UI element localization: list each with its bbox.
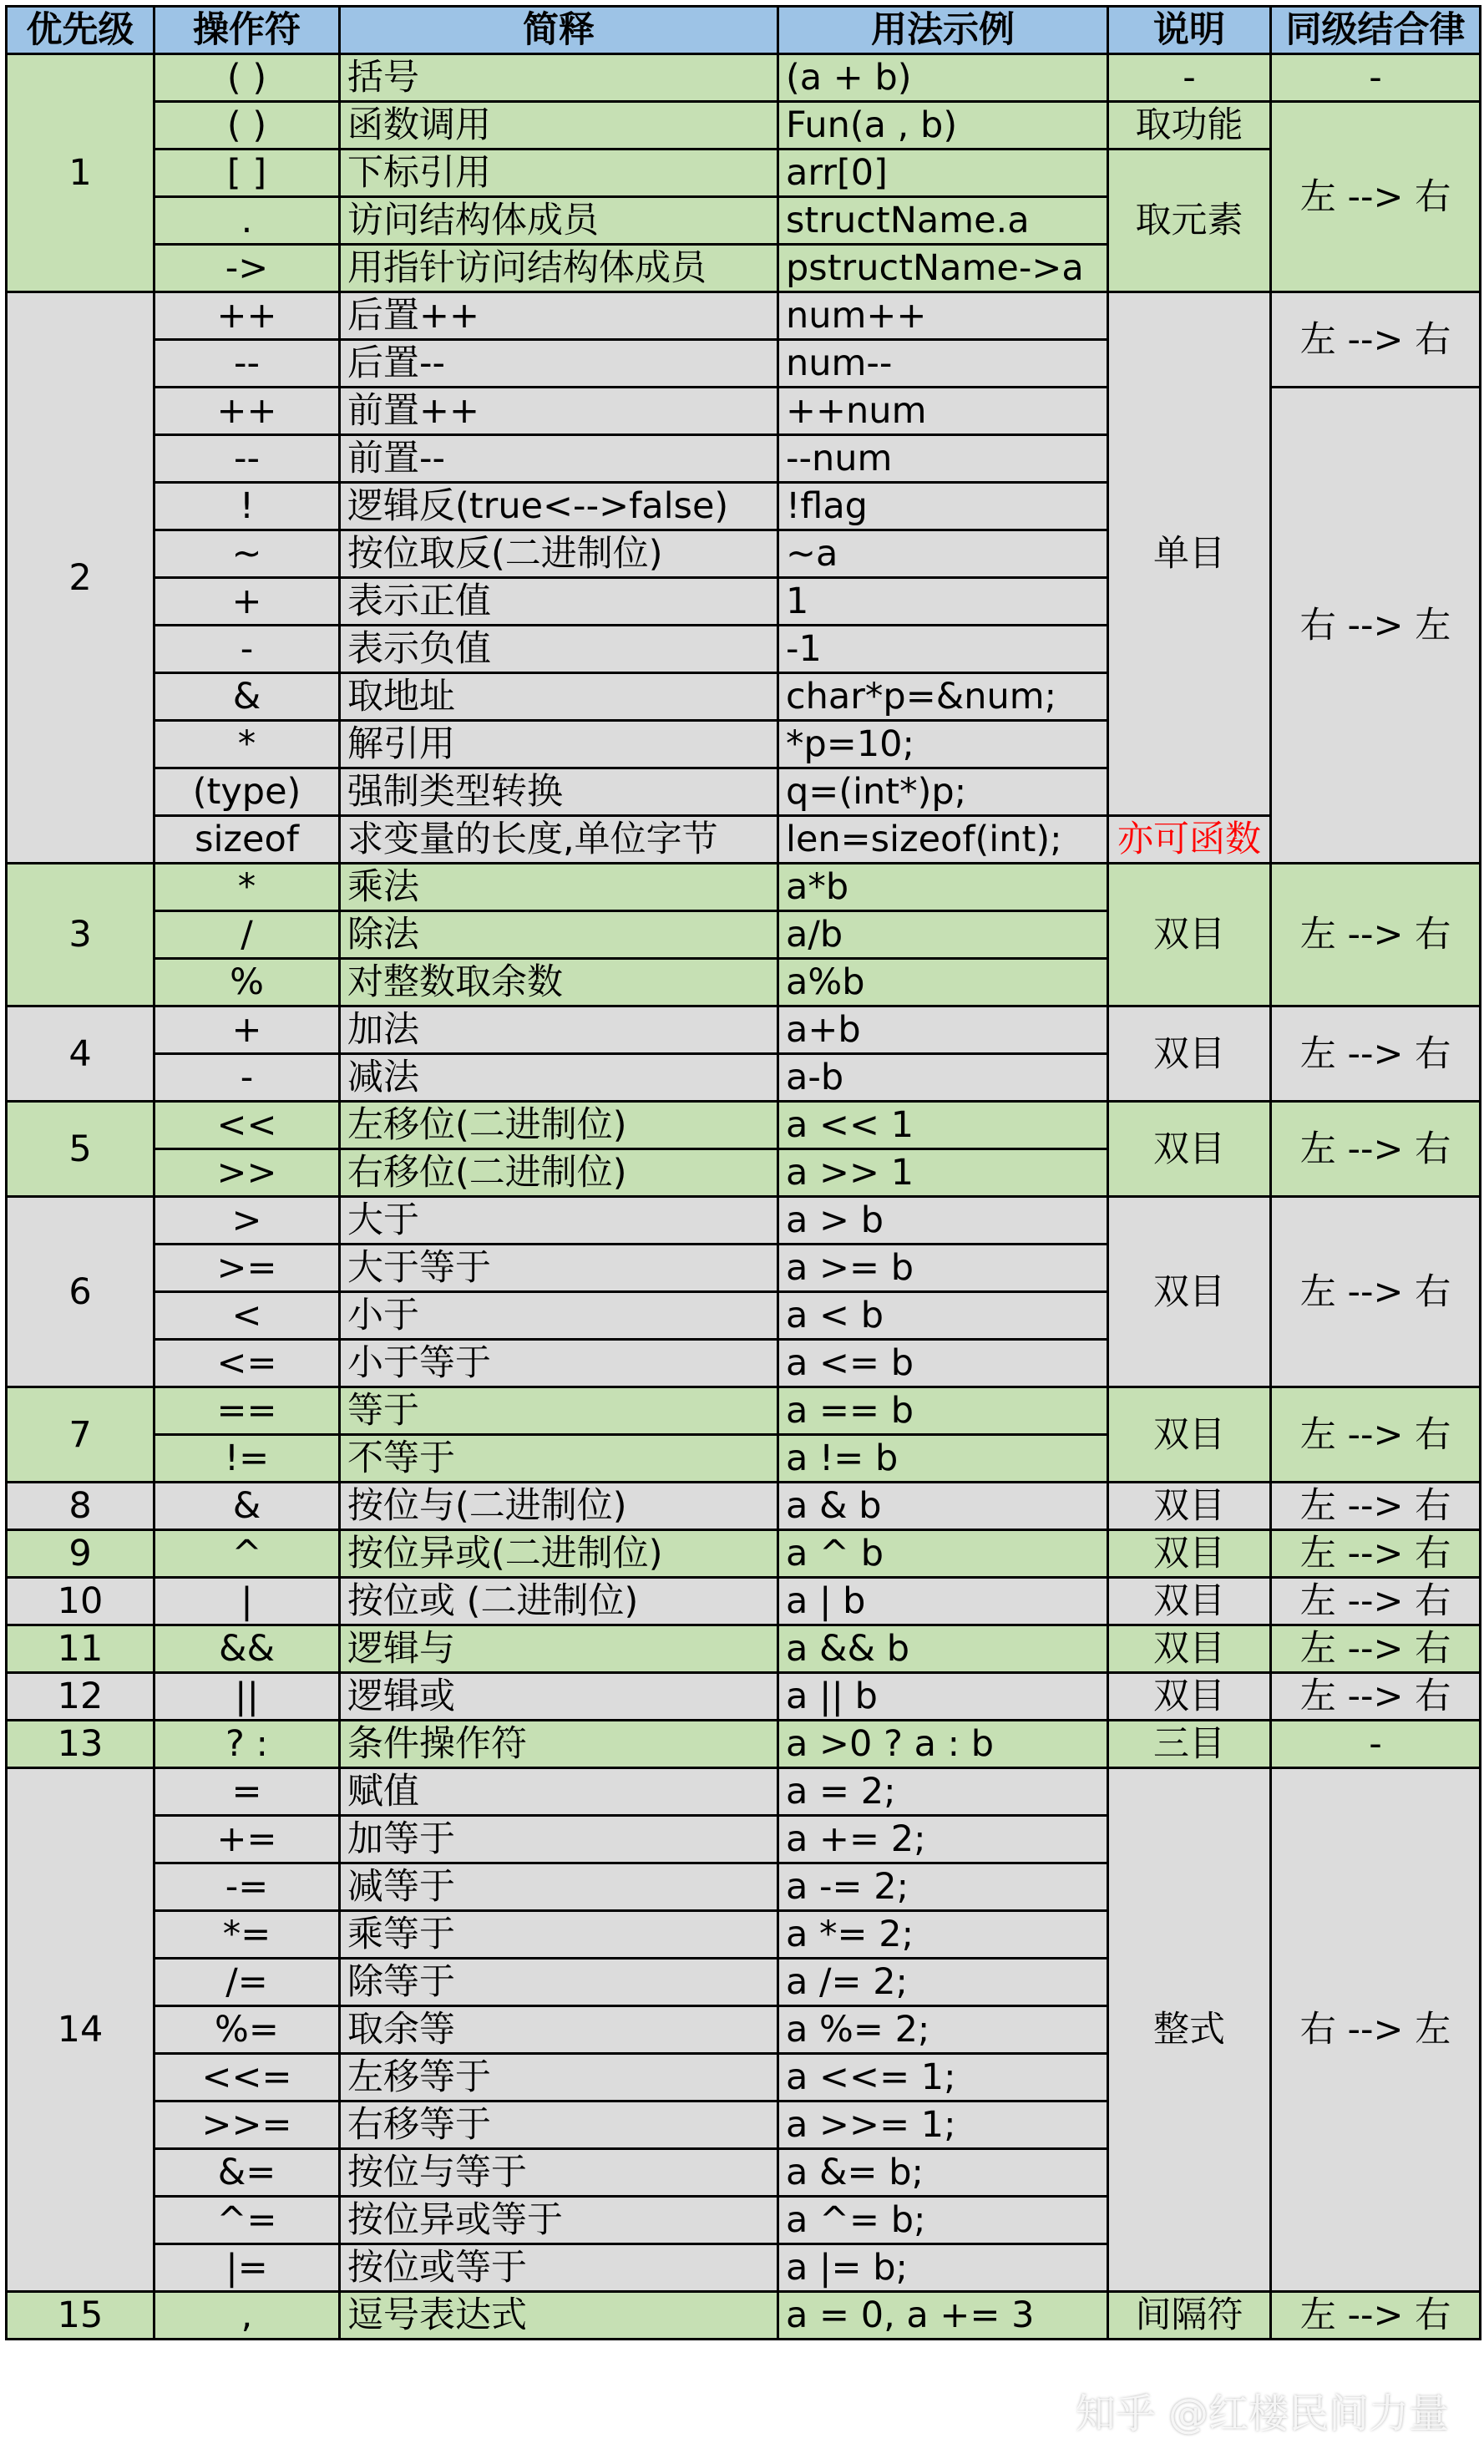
- example-cell: Fun(a , b): [778, 102, 1108, 150]
- header-note: 说明: [1108, 7, 1271, 54]
- example-cell: len=sizeof(int);: [778, 816, 1108, 864]
- table-row: [7, 1578, 1481, 1625]
- associativity-cell: 左 --> 右: [1271, 1578, 1481, 1625]
- description-cell: 加法: [340, 1006, 778, 1054]
- operator-cell: ^: [154, 1530, 340, 1578]
- description-cell: 按位或等于: [340, 2244, 778, 2292]
- associativity-cell: 左 --> 右: [1271, 2292, 1481, 2340]
- operator-cell: !=: [154, 1435, 340, 1483]
- example-cell: a <= b: [778, 1340, 1108, 1387]
- example-cell: *p=10;: [778, 721, 1108, 768]
- example-cell: a*b: [778, 864, 1108, 911]
- description-cell: 减等于: [340, 1863, 778, 1911]
- operator-cell: --: [154, 435, 340, 483]
- example-cell: arr[0]: [778, 150, 1108, 197]
- description-cell: 后置++: [340, 292, 778, 340]
- associativity-cell: 左 --> 右: [1271, 1530, 1481, 1578]
- note-cell: 双目: [1108, 1625, 1271, 1673]
- operator-cell: !: [154, 483, 340, 530]
- example-cell: a << 1: [778, 1102, 1108, 1149]
- operator-cell: |: [154, 1578, 340, 1625]
- priority-cell: 2: [7, 292, 154, 864]
- description-cell: 下标引用: [340, 150, 778, 197]
- note-cell: 双目: [1108, 1530, 1271, 1578]
- description-cell: 不等于: [340, 1435, 778, 1483]
- priority-cell: 6: [7, 1197, 154, 1387]
- note-cell: -: [1108, 54, 1271, 102]
- note-cell: 双目: [1108, 1578, 1271, 1625]
- operator-cell: +: [154, 1006, 340, 1054]
- operator-cell: >>=: [154, 2101, 340, 2149]
- operator-cell: ,: [154, 2292, 340, 2340]
- table-row: [7, 292, 1481, 340]
- description-cell: 强制类型转换: [340, 768, 778, 816]
- associativity-cell: 左 --> 右: [1271, 1625, 1481, 1673]
- operator-cell: %: [154, 959, 340, 1006]
- description-cell: 右移等于: [340, 2101, 778, 2149]
- description-cell: 左移等于: [340, 2054, 778, 2101]
- associativity-cell: 左 --> 右: [1271, 1387, 1481, 1483]
- operator-cell: &=: [154, 2149, 340, 2197]
- operator-cell: ( ): [154, 102, 340, 150]
- note-cell: 取功能: [1108, 102, 1271, 150]
- operator-cell: --: [154, 340, 340, 388]
- example-cell: !flag: [778, 483, 1108, 530]
- table-row: [7, 1197, 1481, 1245]
- priority-cell: 14: [7, 1768, 154, 2292]
- description-cell: 解引用: [340, 721, 778, 768]
- example-cell: ~a: [778, 530, 1108, 578]
- description-cell: 逻辑或: [340, 1673, 778, 1721]
- operator-cell: ( ): [154, 54, 340, 102]
- example-cell: -1: [778, 626, 1108, 673]
- description-cell: 右移位(二进制位): [340, 1149, 778, 1197]
- operator-cell: %=: [154, 2006, 340, 2054]
- table-body: [7, 54, 1481, 2340]
- description-cell: 表示正值: [340, 578, 778, 626]
- associativity-cell: 左 --> 右: [1271, 102, 1481, 292]
- note-cell: 双目: [1108, 1673, 1271, 1721]
- note-cell: 取元素: [1108, 150, 1271, 292]
- description-cell: 除法: [340, 911, 778, 959]
- associativity-cell: 右 --> 左: [1271, 388, 1481, 864]
- description-cell: 等于: [340, 1387, 778, 1435]
- table-row: [7, 1673, 1481, 1721]
- priority-cell: 12: [7, 1673, 154, 1721]
- table-row: [7, 1102, 1481, 1149]
- table-row: [7, 1006, 1481, 1054]
- description-cell: 按位异或(二进制位): [340, 1530, 778, 1578]
- example-cell: structName.a: [778, 197, 1108, 245]
- priority-cell: 1: [7, 54, 154, 292]
- example-cell: a == b: [778, 1387, 1108, 1435]
- description-cell: 按位异或等于: [340, 2197, 778, 2244]
- example-cell: 1: [778, 578, 1108, 626]
- description-cell: 后置--: [340, 340, 778, 388]
- description-cell: 乘法: [340, 864, 778, 911]
- example-cell: num++: [778, 292, 1108, 340]
- description-cell: 小于: [340, 1292, 778, 1340]
- note-cell: 双目: [1108, 864, 1271, 1006]
- header-operator: 操作符: [154, 7, 340, 54]
- table-row: [7, 864, 1481, 911]
- example-cell: a <<= 1;: [778, 2054, 1108, 2101]
- description-cell: 加等于: [340, 1816, 778, 1863]
- description-cell: 按位或 (二进制位): [340, 1578, 778, 1625]
- example-cell: ++num: [778, 388, 1108, 435]
- example-cell: a = 0, a += 3: [778, 2292, 1108, 2340]
- example-cell: a |= b;: [778, 2244, 1108, 2292]
- operator-cell: <=: [154, 1340, 340, 1387]
- note-cell: 三目: [1108, 1721, 1271, 1768]
- example-cell: a >> 1: [778, 1149, 1108, 1197]
- example-cell: a %= 2;: [778, 2006, 1108, 2054]
- operator-cell: [ ]: [154, 150, 340, 197]
- operator-cell: <<=: [154, 2054, 340, 2101]
- example-cell: a >>= 1;: [778, 2101, 1108, 2149]
- operator-cell: sizeof: [154, 816, 340, 864]
- operator-cell: *: [154, 864, 340, 911]
- description-cell: 用指针访问结构体成员: [340, 245, 778, 292]
- example-cell: a -= 2;: [778, 1863, 1108, 1911]
- description-cell: 条件操作符: [340, 1721, 778, 1768]
- description-cell: 大于等于: [340, 1245, 778, 1292]
- priority-cell: 15: [7, 2292, 154, 2340]
- operator-cell: -: [154, 1054, 340, 1102]
- operator-cell: ? :: [154, 1721, 340, 1768]
- example-cell: a < b: [778, 1292, 1108, 1340]
- priority-cell: 10: [7, 1578, 154, 1625]
- description-cell: 按位与等于: [340, 2149, 778, 2197]
- operator-cell: /=: [154, 1959, 340, 2006]
- priority-cell: 3: [7, 864, 154, 1006]
- associativity-cell: -: [1271, 54, 1481, 102]
- header-description: 简释: [340, 7, 778, 54]
- table-row: [7, 54, 1481, 102]
- example-cell: a | b: [778, 1578, 1108, 1625]
- table-row: [7, 1721, 1481, 1768]
- example-cell: num--: [778, 340, 1108, 388]
- operator-cell: ||: [154, 1673, 340, 1721]
- example-cell: a ^= b;: [778, 2197, 1108, 2244]
- table-row: [7, 150, 1481, 197]
- description-cell: 函数调用: [340, 102, 778, 150]
- operator-cell: <<: [154, 1102, 340, 1149]
- priority-cell: 8: [7, 1483, 154, 1530]
- table-row: [7, 2292, 1481, 2340]
- associativity-cell: 左 --> 右: [1271, 1197, 1481, 1387]
- header-row: [7, 7, 1481, 54]
- operator-cell: >: [154, 1197, 340, 1245]
- table-row: [7, 1530, 1481, 1578]
- note-cell: 亦可函数: [1108, 816, 1271, 864]
- operator-cell: ++: [154, 292, 340, 340]
- header-priority: 优先级: [7, 7, 154, 54]
- example-cell: a >0 ? a : b: [778, 1721, 1108, 1768]
- example-cell: a%b: [778, 959, 1108, 1006]
- description-cell: 逻辑反(true<-->false): [340, 483, 778, 530]
- description-cell: 按位与(二进制位): [340, 1483, 778, 1530]
- description-cell: 访问结构体成员: [340, 197, 778, 245]
- description-cell: 前置++: [340, 388, 778, 435]
- priority-cell: 9: [7, 1530, 154, 1578]
- example-cell: pstructName->a: [778, 245, 1108, 292]
- operator-cell: +: [154, 578, 340, 626]
- description-cell: 赋值: [340, 1768, 778, 1816]
- example-cell: a+b: [778, 1006, 1108, 1054]
- operator-cell: +=: [154, 1816, 340, 1863]
- operator-cell: ++: [154, 388, 340, 435]
- description-cell: 减法: [340, 1054, 778, 1102]
- priority-cell: 11: [7, 1625, 154, 1673]
- priority-cell: 7: [7, 1387, 154, 1483]
- example-cell: a-b: [778, 1054, 1108, 1102]
- priority-cell: 4: [7, 1006, 154, 1102]
- operator-cell: =: [154, 1768, 340, 1816]
- example-cell: a ^ b: [778, 1530, 1108, 1578]
- operator-cell: *: [154, 721, 340, 768]
- description-cell: 对整数取余数: [340, 959, 778, 1006]
- operator-cell: .: [154, 197, 340, 245]
- description-cell: 取地址: [340, 673, 778, 721]
- description-cell: 按位取反(二进制位): [340, 530, 778, 578]
- example-cell: --num: [778, 435, 1108, 483]
- operator-precedence-table: [5, 5, 1481, 2340]
- table-row: [7, 1483, 1481, 1530]
- associativity-cell: -: [1271, 1721, 1481, 1768]
- operator-cell: -=: [154, 1863, 340, 1911]
- example-cell: a *= 2;: [778, 1911, 1108, 1959]
- example-cell: a != b: [778, 1435, 1108, 1483]
- example-cell: q=(int*)p;: [778, 768, 1108, 816]
- associativity-cell: 左 --> 右: [1271, 1102, 1481, 1197]
- description-cell: 乘等于: [340, 1911, 778, 1959]
- example-cell: a += 2;: [778, 1816, 1108, 1863]
- operator-cell: &: [154, 673, 340, 721]
- associativity-cell: 左 --> 右: [1271, 864, 1481, 1006]
- description-cell: 求变量的长度,单位字节: [340, 816, 778, 864]
- operator-cell: ==: [154, 1387, 340, 1435]
- example-cell: (a + b): [778, 54, 1108, 102]
- description-cell: 逻辑与: [340, 1625, 778, 1673]
- description-cell: 大于: [340, 1197, 778, 1245]
- priority-cell: 13: [7, 1721, 154, 1768]
- associativity-cell: 左 --> 右: [1271, 1483, 1481, 1530]
- note-cell: 双目: [1108, 1483, 1271, 1530]
- example-cell: a || b: [778, 1673, 1108, 1721]
- description-cell: 前置--: [340, 435, 778, 483]
- description-cell: 括号: [340, 54, 778, 102]
- priority-cell: 5: [7, 1102, 154, 1197]
- description-cell: 小于等于: [340, 1340, 778, 1387]
- description-cell: 除等于: [340, 1959, 778, 2006]
- table-row: [7, 1625, 1481, 1673]
- associativity-cell: 左 --> 右: [1271, 292, 1481, 388]
- operator-cell: >=: [154, 1245, 340, 1292]
- description-cell: 逗号表达式: [340, 2292, 778, 2340]
- note-cell: 双目: [1108, 1102, 1271, 1197]
- watermark-text: 知乎 @红楼民间力量: [1075, 2390, 1449, 2437]
- example-cell: a >= b: [778, 1245, 1108, 1292]
- example-cell: a && b: [778, 1625, 1108, 1673]
- note-cell: 双目: [1108, 1197, 1271, 1387]
- operator-cell: -: [154, 626, 340, 673]
- note-cell: 整式: [1108, 1768, 1271, 2292]
- example-cell: a = 2;: [778, 1768, 1108, 1816]
- operator-cell: |=: [154, 2244, 340, 2292]
- table-row: [7, 102, 1481, 150]
- header-example: 用法示例: [778, 7, 1108, 54]
- example-cell: a & b: [778, 1483, 1108, 1530]
- example-cell: a &= b;: [778, 2149, 1108, 2197]
- example-cell: a > b: [778, 1197, 1108, 1245]
- note-cell: 间隔符: [1108, 2292, 1271, 2340]
- operator-cell: ->: [154, 245, 340, 292]
- operator-cell: ~: [154, 530, 340, 578]
- table-row: [7, 1387, 1481, 1435]
- description-cell: 取余等: [340, 2006, 778, 2054]
- table-row: [7, 816, 1481, 864]
- operator-cell: &: [154, 1483, 340, 1530]
- operator-cell: &&: [154, 1625, 340, 1673]
- example-cell: char*p=&num;: [778, 673, 1108, 721]
- note-cell: 单目: [1108, 292, 1271, 816]
- operator-cell: <: [154, 1292, 340, 1340]
- operator-cell: >>: [154, 1149, 340, 1197]
- operator-cell: /: [154, 911, 340, 959]
- note-cell: 双目: [1108, 1006, 1271, 1102]
- table-row: [7, 1768, 1481, 1816]
- example-cell: a/b: [778, 911, 1108, 959]
- associativity-cell: 右 --> 左: [1271, 1768, 1481, 2292]
- header-associativity: 同级结合律: [1271, 7, 1481, 54]
- note-cell: 双目: [1108, 1387, 1271, 1483]
- associativity-cell: 左 --> 右: [1271, 1006, 1481, 1102]
- description-cell: 左移位(二进制位): [340, 1102, 778, 1149]
- operator-cell: *=: [154, 1911, 340, 1959]
- operator-cell: (type): [154, 768, 340, 816]
- description-cell: 表示负值: [340, 626, 778, 673]
- operator-cell: ^=: [154, 2197, 340, 2244]
- example-cell: a /= 2;: [778, 1959, 1108, 2006]
- associativity-cell: 左 --> 右: [1271, 1673, 1481, 1721]
